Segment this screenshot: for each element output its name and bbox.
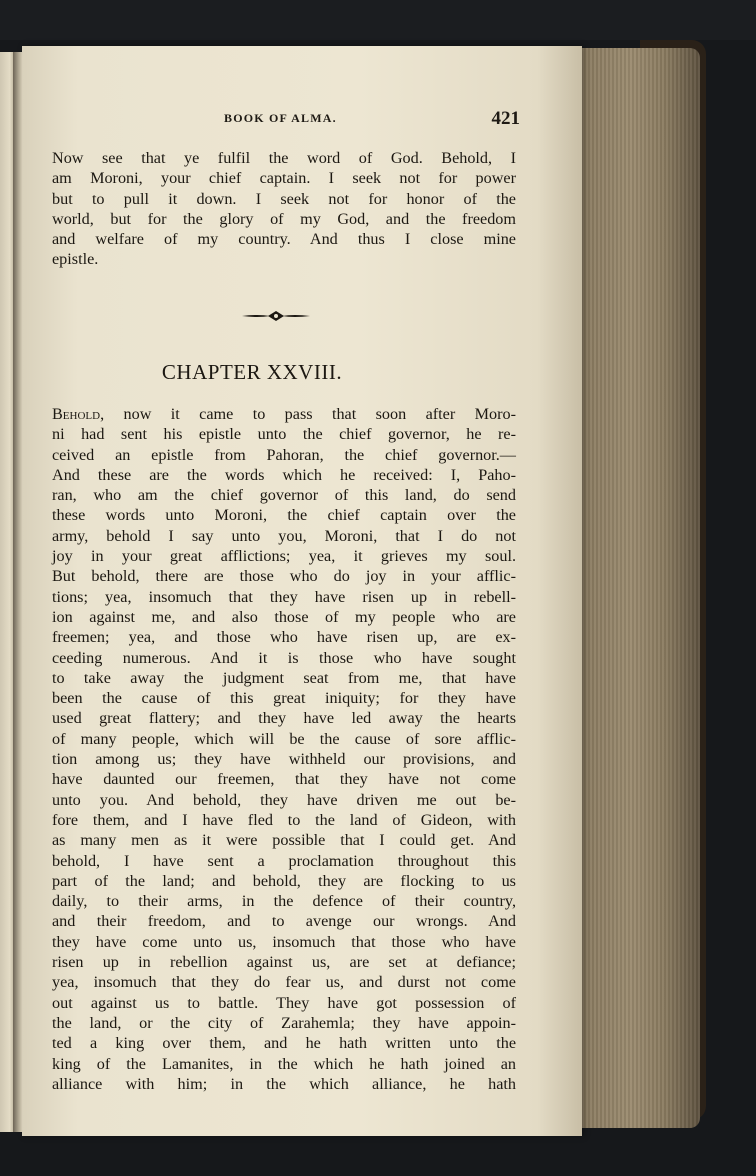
text-line: behold, I have sent a proclamation throughout this [52, 851, 516, 870]
text-line: and their freedom, and to avenge our wrongs. And [52, 912, 516, 931]
text-line [52, 404, 516, 424]
page-number: 421 [491, 108, 520, 129]
text-line: ceeding numerous. And it is those who have sought [52, 648, 516, 667]
left-page-edge [0, 52, 14, 1132]
text-line: freemen; yea, and those who have risen up, are ex- [52, 628, 516, 647]
text-line: to take away the judgment seat from me, that have [52, 668, 516, 687]
chapter-title: CHAPTER XXVIII. [161, 360, 343, 384]
epistle-closing-text [52, 148, 516, 270]
text-line: am Moroni, your chief captain. I seek not for power [52, 169, 516, 188]
text-line: these words unto Moroni, the chief captain over the [52, 506, 516, 525]
text-line: fore them, and I have fled to the land of Gideon, with [52, 810, 516, 829]
text-line: army, behold I say unto you, Moroni, that I do not [52, 526, 516, 545]
text-line: And these are the words which he received: I, Paho- [52, 465, 516, 484]
text-line: out against us to battle. They have got possession of [52, 993, 516, 1012]
text-line: epistle. [52, 250, 99, 269]
text-line-rest: now it came to pass that soon after Moro- [104, 405, 516, 423]
text-line: and welfare of my country. And thus I close mine [52, 230, 516, 249]
chapter-text [52, 404, 516, 1094]
text-line: risen up in rebellion against us, are set at defiance; [52, 953, 516, 972]
text-line: part of the land; and behold, they are flocking to us [52, 871, 516, 890]
text-line: Now see that ye fulfil the word of God. Behold, I [52, 149, 516, 167]
text-line: ceived an epistle from Pahoran, the chief governor.— [52, 445, 516, 464]
text-line: they have come unto us, insomuch that those who have [52, 932, 516, 951]
text-line: king of the Lamanites, in the which he hath joined an [52, 1054, 516, 1073]
page-gutter [13, 52, 23, 1132]
text-line: been the cause of this great iniquity; for they have [52, 689, 516, 708]
text-line: ni had sent his epistle unto the chief governor, he re- [52, 425, 516, 444]
dark-backdrop [0, 0, 756, 40]
text-line: but to pull it down. I seek not for honor of the [52, 189, 516, 208]
text-line: tions; yea, insomuch that they have risen up in rebell- [52, 587, 516, 606]
text-line: ion against me, and also those of my people who are [52, 607, 516, 626]
chapter-opening-word: Behold, [52, 405, 105, 423]
section-divider-ornament-icon [240, 308, 312, 324]
text-line: of many people, which will be the cause of sore afflic- [52, 729, 516, 748]
text-line: joy in your great afflictions; yea, it grieves my soul. [52, 547, 516, 566]
text-line: the land, or the city of Zarahemla; they have appoin- [52, 1013, 516, 1032]
text-line: unto you. And behold, they have driven me out be- [52, 790, 516, 809]
text-line: have daunted our freemen, that they have not come [52, 770, 516, 789]
text-line: used great flattery; and they have led away the hearts [52, 709, 516, 728]
text-line: as many men as it were possible that I could get. And [52, 831, 516, 850]
running-head: BOOK OF ALMA. [224, 111, 337, 125]
text-line: daily, to their arms, in the defence of their country, [52, 892, 516, 911]
text-line: alliance with him; in the which alliance, he hath [52, 1074, 516, 1093]
text-line: ted a king over them, and he hath written unto the [52, 1034, 516, 1053]
text-line: yea, insomuch that they do fear us, and durst not come [52, 973, 516, 992]
text-line: But behold, there are those who do joy in your afflic- [52, 567, 516, 586]
page-header [224, 108, 520, 132]
text-line: ran, who am the chief governor of this land, do send [52, 486, 516, 505]
text-line: world, but for the glory of my God, and the freedom [52, 209, 516, 228]
text-line: tion among us; they have withheld our provisions, and [52, 750, 516, 769]
